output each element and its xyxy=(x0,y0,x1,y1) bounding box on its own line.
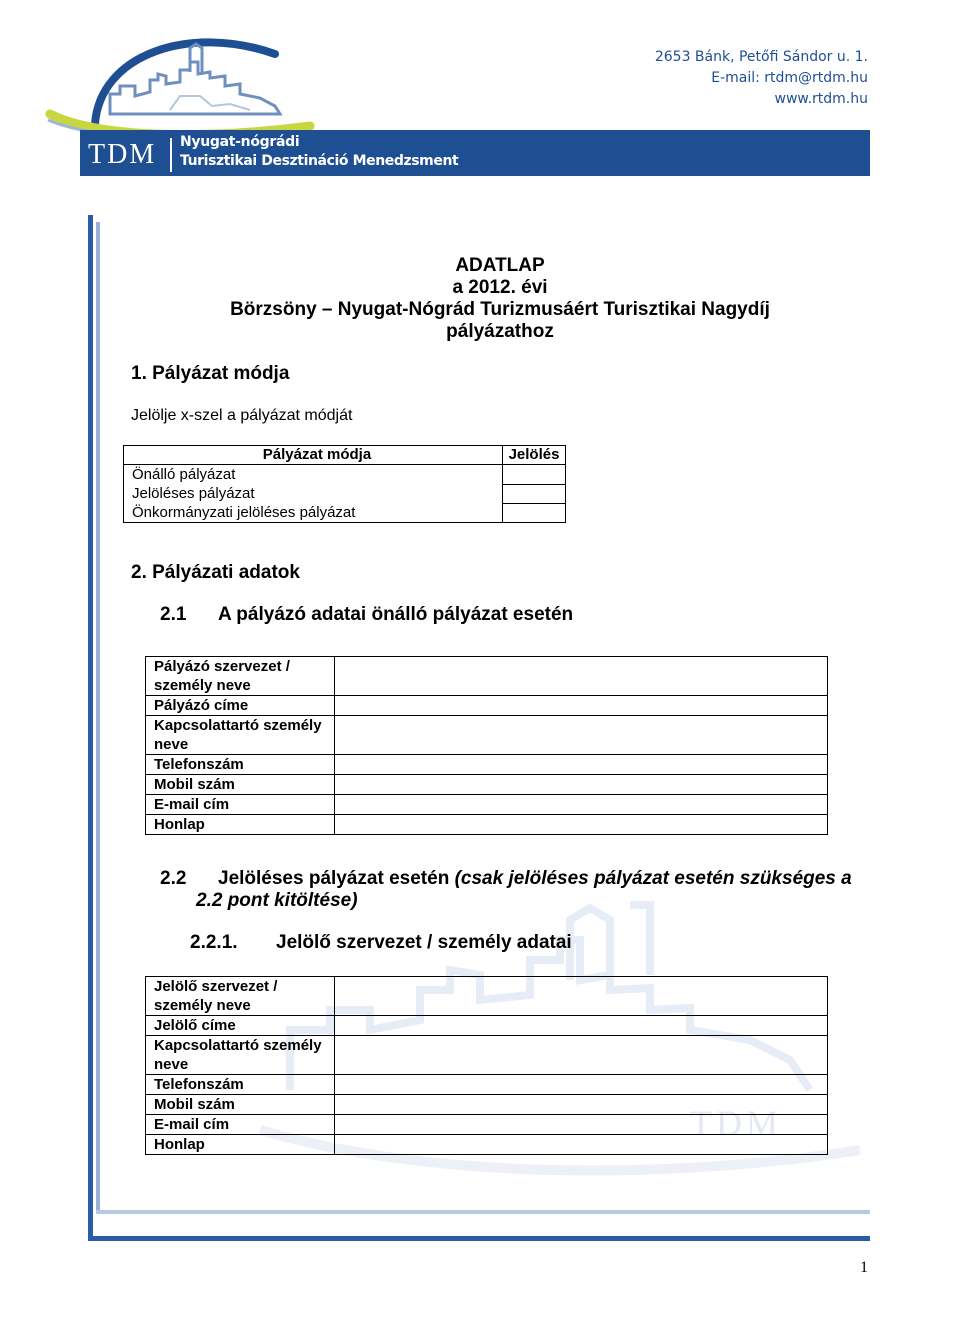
table-row xyxy=(146,716,828,755)
table-row xyxy=(146,657,828,696)
field-label: E-mail cím xyxy=(146,1115,335,1135)
sub2-number: 2.2 xyxy=(160,868,187,889)
sub2-note-line2: 2.2 pont kitöltése) xyxy=(196,890,358,911)
field-label: Honlap xyxy=(146,1135,335,1155)
frame-left-line xyxy=(88,215,93,1240)
col-header-mode: Pályázat módja xyxy=(124,446,503,465)
applicant-data-table xyxy=(145,656,828,835)
mode-label: Önkormányzati jelöléses pályázat xyxy=(124,503,503,523)
table-row xyxy=(146,815,828,835)
field-label: Mobil szám xyxy=(146,775,335,795)
watermark-tdm-text: TDM xyxy=(690,1103,782,1143)
field-label: Jelölő szervezet / személy neve xyxy=(146,977,335,1016)
sub2-title: Jelöléses pályázat esetén xyxy=(218,868,450,889)
table-row xyxy=(146,795,828,815)
field-label: Pályázó szervezet / személy neve xyxy=(146,657,335,696)
field-label: Honlap xyxy=(146,815,335,835)
table-row xyxy=(124,503,566,523)
table-row xyxy=(146,775,828,795)
table-row xyxy=(146,1075,828,1095)
mark-cell-nomination[interactable] xyxy=(503,484,566,503)
field-label: Jelölő címe xyxy=(146,1016,335,1036)
table-row xyxy=(146,977,828,1016)
nominator-mobile-field[interactable] xyxy=(334,1095,827,1115)
applicant-website-field[interactable] xyxy=(334,815,827,835)
field-label: E-mail cím xyxy=(146,795,335,815)
table-row xyxy=(146,1036,828,1075)
website-link[interactable]: www.rtdm.hu xyxy=(774,91,868,107)
sub1-title: A pályázó adatai önálló pályázat esetén xyxy=(218,604,574,625)
mark-cell-municipal[interactable] xyxy=(503,503,566,523)
logo-castle-graphic xyxy=(40,14,320,134)
nominator-address-field[interactable] xyxy=(334,1016,827,1036)
nominator-email-field[interactable] xyxy=(334,1115,827,1135)
header-banner xyxy=(80,130,870,176)
table-row xyxy=(146,1016,828,1036)
frame-left-line-inner xyxy=(96,222,100,1212)
field-label: Mobil szám xyxy=(146,1095,335,1115)
field-label: Pályázó címe xyxy=(146,696,335,716)
nominator-data-table xyxy=(145,976,828,1155)
sub1-number: 2.1 xyxy=(160,604,187,625)
org-name-line1: Nyugat-nógrádi xyxy=(180,134,300,150)
sub21-title: Jelölő szervezet / személy adatai xyxy=(276,932,572,953)
sub2-note: (csak jelöléses pályázat esetén szükséges a xyxy=(454,868,852,889)
nominator-website-field[interactable] xyxy=(334,1135,827,1155)
applicant-email-field[interactable] xyxy=(334,795,827,815)
logo-divider xyxy=(170,138,172,172)
field-label: Kapcsolattartó személy neve xyxy=(146,1036,335,1075)
col-header-mark: Jelölés xyxy=(503,446,566,465)
applicant-contact-field[interactable] xyxy=(334,716,827,755)
mode-table-header xyxy=(124,446,566,465)
section2-heading: 2. Pályázati adatok xyxy=(131,562,300,583)
applicant-name-field[interactable] xyxy=(334,657,827,696)
mode-label: Önálló pályázat xyxy=(124,465,503,485)
section1-instruction: Jelölje x-szel a pályázat módját xyxy=(131,407,353,424)
email-text[interactable]: E-mail: rtdm@rtdm.hu xyxy=(711,70,868,86)
org-name-line2: Turisztikai Desztináció Menedzsment xyxy=(180,153,459,169)
table-row xyxy=(146,1115,828,1135)
applicant-phone-field[interactable] xyxy=(334,755,827,775)
frame-bottom-line xyxy=(88,1236,870,1241)
table-row xyxy=(124,484,566,503)
sub21-number: 2.2.1. xyxy=(190,932,238,953)
nominator-name-field[interactable] xyxy=(334,977,827,1016)
table-row xyxy=(146,1135,828,1155)
nominator-contact-field[interactable] xyxy=(334,1036,827,1075)
title-adatlap: ADATLAP xyxy=(455,255,545,276)
section1-heading: 1. Pályázat módja xyxy=(131,363,290,384)
table-row xyxy=(146,1095,828,1115)
frame-bottom-line-inner xyxy=(96,1210,870,1214)
field-label: Telefonszám xyxy=(146,755,335,775)
table-row xyxy=(124,465,566,485)
address-text: 2653 Bánk, Petőfi Sándor u. 1. xyxy=(654,49,868,65)
mode-table xyxy=(123,445,566,523)
applicant-mobile-field[interactable] xyxy=(334,775,827,795)
field-label: Kapcsolattartó személy neve xyxy=(146,716,335,755)
field-label: Telefonszám xyxy=(146,1075,335,1095)
title-year: a 2012. évi xyxy=(452,277,548,298)
title-application: pályázathoz xyxy=(446,321,554,342)
contact-block xyxy=(655,47,868,110)
nominator-phone-field[interactable] xyxy=(334,1075,827,1095)
sub2-title-line xyxy=(218,868,852,890)
page-number: 1 xyxy=(860,1259,868,1276)
table-row xyxy=(146,696,828,716)
applicant-address-field[interactable] xyxy=(334,696,827,716)
mode-label: Jelöléses pályázat xyxy=(124,484,503,503)
mark-cell-independent[interactable] xyxy=(503,465,566,485)
title-award: Börzsöny – Nyugat-Nógrád Turizmusáért Turisztikai Nagydíj xyxy=(230,299,770,320)
table-row xyxy=(146,755,828,775)
tdm-logo-text: TDM xyxy=(88,139,157,170)
